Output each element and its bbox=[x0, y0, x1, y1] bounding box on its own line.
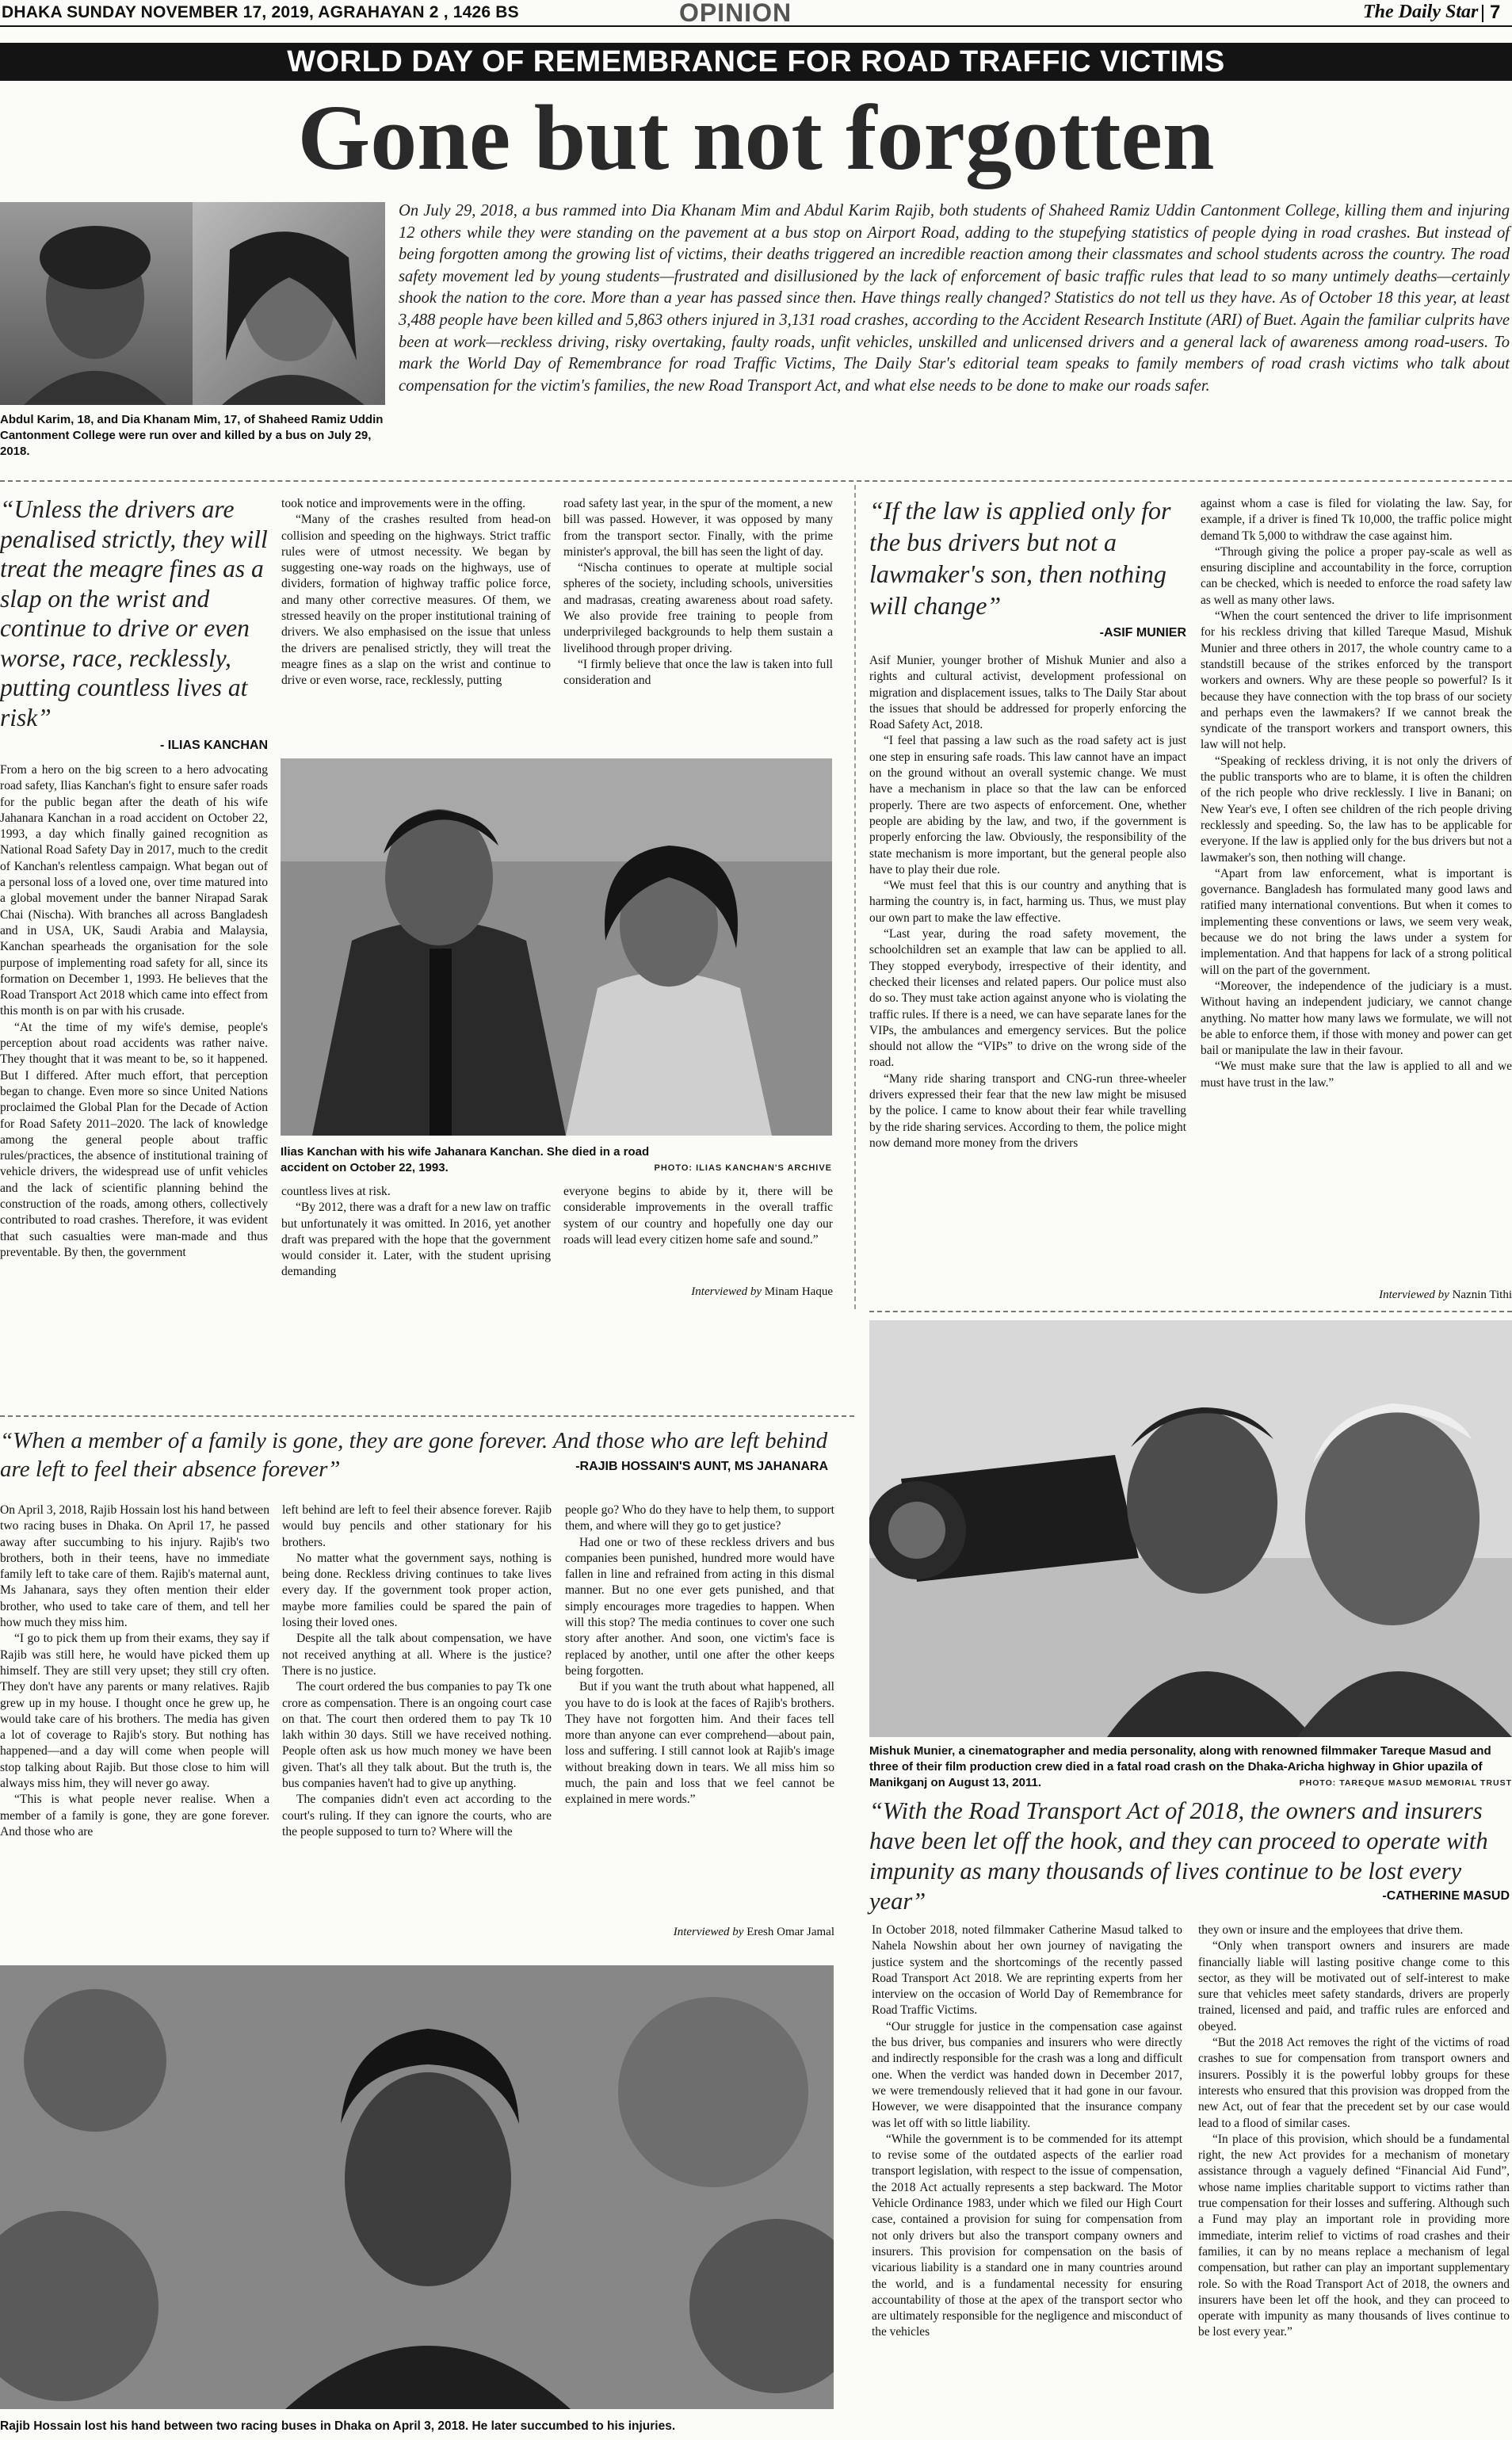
interviewed-by-label: Interviewed by bbox=[673, 1926, 744, 1938]
paragraph: “This is what people never realise. When a member of a family is gone, they are gone forever. And those who are bbox=[0, 1793, 269, 1839]
interviewer-name: Minam Haque bbox=[764, 1285, 833, 1298]
section-label: OPINION bbox=[678, 0, 792, 27]
paragraph: But if you want the truth about what happened, all you have to do is look at the faces of Rajib's brothers. They have not forgotten him. And their faces tell more than anyone can ever comprehend—about pain, loss and suffering. I still cannot look at Rajib's image without breaking down in tears. We all miss him so much, the pain and loss that we feel cannot be explained in mere words.” bbox=[565, 1680, 834, 1807]
ilias-col3b bbox=[563, 1184, 833, 1279]
paragraph: “Moreover, the independence of the judiciary is a must. Without having an independent judiciary, we cannot change anything. No matter how many laws we formulate, we will not be able to enforce them, if those with money and power can get bail or manipulate the law in their favour. bbox=[1201, 979, 1512, 1058]
ilias-photo-caption: Ilias Kanchan with his wife Jahanara Kanchan. She died in a road accident on October 22, 1993. bbox=[281, 1145, 650, 1174]
paragraph: people go? Who do they have to help them, to support them, and where will they go to get justice? bbox=[565, 1503, 834, 1533]
paragraph: The court ordered the bus companies to pay Tk one crore as compensation. There is an ongoing court case on that. The court then ordered them to pay Tk 10 lakh within 30 days. Still we have received nothing. People often ask us how much money we have been given. That's all they talk about. But the truth is, the bus companies haven't had to give up anything. bbox=[282, 1680, 552, 1791]
paragraph: Despite all the talk about compensation, we have not received anything at all. Where is the justice? There is no justice. bbox=[282, 1632, 552, 1678]
page-divider bbox=[1482, 5, 1483, 22]
paragraph: “Nischa continues to operate at multiple social spheres of the society, including schools, universities and madrasas, creating awareness about road safety. We also provide free training to people from underprivileged backgrounds to help them sustain a livelihood through proper driving. bbox=[563, 561, 833, 655]
interviewed-by-label: Interviewed by bbox=[691, 1285, 762, 1298]
ilias-interviewer bbox=[563, 1285, 833, 1299]
divider-top bbox=[0, 480, 1512, 482]
paragraph: “While the government is to be commended for its attempt to revise some of the outdated aspects of the earlier road transport legislation, with respect to the issue of compensation, the 2018 Act actually represents a step backward. The Motor Vehicle Ordinance 1983, under which we filed our High Court case, contained a provision for suing for compensation from not only drivers but also the transport company owners and insurers. This provision for compensation on the basis of vicarious liability is a standard one in many countries around the world, and is a fundamental necessity for ensuring accountability of those at the apex of the transport sector who are ultimately responsible for the negligence and misconduct of the vehicles bbox=[872, 2132, 1182, 2339]
couple-photo-icon bbox=[281, 758, 832, 1136]
filmmakers-caption: Mishuk Munier, a cinematographer and media personality, along with renowned filmmaker Tareque Masud and three of their film production crew died in a fatal road crash on the Dhaka-Aricha highway in Ghior upazila of Manikganj on August 13, 2011. bbox=[869, 1744, 1491, 1789]
paragraph: “I feel that passing a law such as the road safety act is just one step in ensuring safe roads. This law cannot have an impact on the ground without an overall systemic change. We must have a mechanism in place so that the law can be enforced properly. There are two aspects of enforcement. One, whether people are abiding by the law, and two, if the government is properly enforcing the law. Obviously, the responsibility of the state mechanism is more important, but the general people also have to play their due role. bbox=[869, 734, 1186, 876]
catherine-col2 bbox=[1198, 1923, 1510, 2438]
interviewer-name: Naznin Tithi bbox=[1452, 1289, 1512, 1301]
paragraph: “When the court sentenced the driver to life imprisonment for his reckless driving that killed Tareque Masud, Mishuk Munier and three others in 2017, the whole country came to a standstill because of the strikes enforced by the transport workers and owners. Why are these people so powerful? Is it because they have connection with the top brass of our society and perhaps even the lawmakers? If we cannot break the syndicate of the transport workers and transport owners, this law will not help. bbox=[1201, 609, 1512, 752]
paragraph: “Apart from law enforcement, what is important is governance. Bangladesh has formulated many good laws and ratified many international conventions. But when it comes to implementing these conventions or laws, we seem very weak, because we do not bring the laws under a system for implementation. And that happens for lack of a strong political will on the part of the government. bbox=[1201, 866, 1512, 977]
ilias-col2b bbox=[281, 1184, 551, 1358]
asif-interviewer bbox=[1201, 1289, 1512, 1302]
interviewed-by-label: Interviewed by bbox=[1379, 1289, 1449, 1301]
paragraph: On April 3, 2018, Rajib Hossain lost his hand between two racing buses in Dhaka. On April 17, he passed away after succumbing to his injury. Rajib's two brothers, both in their teens, have no immediate family left to take care of them. Rajib's maternal aunt, Ms Jahanara, says they often mention their elder brother, who used to take care of them, and tell her how much they miss him. bbox=[0, 1503, 269, 1630]
paragraph: Asif Munier, younger brother of Mishuk Munier and also a rights and cultural activist, development professional on migration and displacement issues, talks to The Daily Star about the issues that should be addressed for properly enforcing the Road Safety Act, 2018. bbox=[869, 654, 1186, 732]
paragraph: “I go to pick them up from their exams, they say if Rajib was still here, he would have picked them up himself. They are still very upset; they still cry often. They don't have any parents or many relatives. Rajib grew up in my house. I thought once he grew up, he would take care of his brothers. The media has given a lot of coverage to Rajib's story. But nothing has happened—and a day will come when people will stop talking about Rajib. But those close to him will always miss him, they will never go away. bbox=[0, 1632, 269, 1791]
paragraph: road safety last year, in the spur of the moment, a new bill was passed. However, it was opposed by many from the transport sector. Finally, with the prime minister's approval, the bill has seen the light of day. bbox=[563, 497, 833, 559]
ilias-section bbox=[0, 485, 832, 1404]
victims-photo bbox=[0, 202, 385, 405]
paragraph: took notice and improvements were in the offing. bbox=[281, 497, 526, 510]
paragraph: “Last year, during the road safety movement, the schoolchildren set an example that law can be applied to all. They stopped everybody, irrespective of their identity, and checked their licenses and related papers. Our police must also do so. They must take action against anyone who is violating the traffic rules. If there is a need, we can have separate lanes for the VIPs, the ambulances and emergency services. But the police should not allow the “VIPs” to drive on the wrong side of the road. bbox=[869, 927, 1186, 1070]
catherine-byline: -CATHERINE MASUD bbox=[1382, 1889, 1510, 1903]
headline: Gone but not forgotten bbox=[297, 86, 1215, 189]
paper-logo: The Daily Star bbox=[1363, 2, 1479, 22]
asif-col1 bbox=[869, 653, 1186, 1303]
paragraph: everyone begins to abide by it, there will be considerable improvements in the overall traffic system of our country and hopefully one day our roads will lead every citizen home safe and sound.” bbox=[563, 1185, 833, 1247]
rajib-photo bbox=[0, 1965, 834, 2409]
paragraph: countless lives at risk. bbox=[281, 1185, 391, 1198]
paragraph: “But the 2018 Act removes the right of the victims of road crashes to sue for compensation from transport owners and insurers. Possibly it is the powerful lobby groups for these interests who ensured that this provision was dropped from the new Act, out of fear that the precedent set by our case would lead to a flood of similar cases. bbox=[1198, 2036, 1510, 2130]
rajib-col1 bbox=[0, 1503, 269, 1962]
dateline: DHAKA SUNDAY NOVEMBER 17, 2019, AGRAHAYAN 2 , 1426 BS bbox=[2, 3, 519, 21]
asif-col2 bbox=[1201, 496, 1512, 1281]
divider-mid-left bbox=[0, 1415, 854, 1417]
paragraph: left behind are left to feel their absence forever. Rajib would buy pencils and other stationary for his brothers. bbox=[282, 1503, 552, 1549]
rajib-col2 bbox=[282, 1503, 552, 1962]
paragraph: “At the time of my wife's demise, people's perception about road accidents was rather naive. They thought that it was meant to be, so it happened. But I differed. After much effort, that perception began to change. Even more so since United Nations proclaimed the Global Plan for the Decade of Action for Road Safety 2011–2020. The lack of knowledge among the general people about traffic rules/practices, the absence of institutional training of vehicle drivers, the widespread use of unfit vehicles and the lack of scientific planning behind the construction of the roads, among others, collectively contributed to road crashes. Therefore, it was evident that such casualties were man-made and thus preventable. By then, the government bbox=[0, 1020, 268, 1259]
paragraph: “Through giving the police a proper pay-scale as well as ensuring discipline and accountability in the force, corruption can be checked, which is needed to enforce the road safety law as well as many other laws. bbox=[1201, 544, 1512, 607]
ilias-col2 bbox=[281, 496, 551, 726]
rajib-byline: -RAJIB HOSSAIN'S AUNT, MS JAHANARA bbox=[575, 1460, 828, 1473]
filmmakers-photo bbox=[869, 1320, 1512, 1737]
paragraph: “In place of this provision, which should be a fundamental right, the new Act provides for a mechanism of monetary assistance through a vaguely defined “Financial Aid Fund”, whose name implies charitable support to victims rather than true compensation for their losses and suffering. Although such a Fund may play an important role in providing more immediate, interim relief to victims of road crashes and their families, it can by no means replace a mechanism of legal compensation, but rather can play an important supplementary role. So with the Road Transport Act of 2018, the owners and insurers have been let off the hook, and they can proceed to operate with impunity as many thousands of lives continue to be lost every year.” bbox=[1198, 2132, 1510, 2339]
intro-text: On July 29, 2018, a bus rammed into Dia Khanam Mim and Abdul Karim Rajib, both students of Shaheed Ramiz Uddin Cantonment College, killing them and injuring 12 others while they were standing on the pavement at a bus stop on Airport Road, adding to the stupefying statistics of people dying in road crashes. But instead of being forgotten among the growing list of victims, their deaths triggered an incredible reaction among their classmates and school students across the country. The road safety movement led by young students—frustrated and disillusioned by the lack of enforcement of basic traffic rules that lead to so many untimely deaths—certainly shook the nation to the core. More than a year has passed since then. Have things really changed? Statistics do not tell us they have. As of October 18 this year, at least 3,488 people have been killed and 5,863 others injured in 3,131 road crashes, according to the Accident Research Institute (ARI) of Buet. Again the familiar culprits have been at work—reckless driving, risky overtaking, faulty roads, unfit vehicles, unskilled and unlicensed drivers and a general lack of awareness among road-users. To mark the World Day of Remembrance for road Traffic Victims, The Daily Star's editorial team speaks to family members of road crash victims who talk about compensation for the victim's families, the new Road Transport Act, and what else needs to be done to make our roads safer. bbox=[399, 202, 1510, 395]
rajib-col3 bbox=[565, 1503, 834, 1915]
ilias-quote: “Unless the drivers are penalised strictly, they will treat the meagre fines as a slap on the wrist and continue to drive or even worse, race, recklessly, putting countless lives at risk” bbox=[0, 495, 268, 731]
paragraph: “We must feel that this is our country and anything that is harming the country is, in fact, harming us. Thus, we must play our own part to make the law effective. bbox=[869, 879, 1186, 925]
paragraph: they own or insure and the employees that drive them. bbox=[1198, 1923, 1464, 1937]
paragraph: “Speaking of reckless driving, it is not only the drivers of the public transports who are to blame, it is often the children of the rich people who drive recklessly. I live in Banani; on New Year's eve, I often see children of the rich people driving recklessly and speeding. So, the law has to be applicable for everyone. If the law is applied only for the bus drivers but not a lawmaker's son, then nothing will change. bbox=[1201, 754, 1512, 865]
paragraph: “Many ride sharing transport and CNG-run three-wheeler drivers expressed their fear that the new law might be misused by the police. I came to know about their fear while travelling by the ride sharing services. According to them, the police might now demand more money from the drivers bbox=[869, 1071, 1186, 1150]
rajib-section bbox=[0, 1423, 854, 1978]
ilias-photo-credit: PHOTO: ILIAS KANCHAN'S ARCHIVE bbox=[654, 1163, 832, 1173]
banner-text: WORLD DAY OF REMEMBRANCE FOR ROAD TRAFFIC VICTIMS bbox=[287, 45, 1225, 78]
asif-section bbox=[869, 485, 1512, 1309]
paragraph: “Many of the crashes resulted from head-on collision and speeding on the highways. Strict traffic rules were of utmost necessity. We began by suggesting one-way roads on the highways, use of dividers, formation of highway traffic police force, and many other corrective measures. Of them, we stressed heavily on the proper institutional training of drivers. We also emphasised on the issue that unless the drivers are penalised strictly, they will treat the meagre fines as a slap on the wrist and continue to drive or even worse, race, recklessly, putting bbox=[281, 513, 551, 688]
paragraph: “Only when transport owners and insurers are made financially liable will lasting positive change come to this sector, as they will be motivated out of self-interest to make sure that vehicles meet safety standards, drivers are properly trained, licensed and paid, and traffic rules are enforced and obeyed. bbox=[1198, 1939, 1510, 2033]
asif-byline: -ASIF MUNIER bbox=[1099, 626, 1186, 640]
rajib-interviewer bbox=[565, 1926, 834, 1939]
paragraph: “We must make sure that the law is applied to all and we must have trust in the law.” bbox=[1201, 1060, 1512, 1090]
masthead bbox=[0, 0, 1512, 27]
divider-vertical bbox=[854, 485, 856, 1309]
paragraph: “By 2012, there was a draft for a new law on traffic but unfortunately it was omitted. In 2016, yet another draft was prepared with the hope that the government would consider it. Later, with the student uprising demanding bbox=[281, 1201, 551, 1279]
ilias-col1 bbox=[0, 762, 268, 1396]
portrait-photo-icon bbox=[0, 1965, 834, 2409]
page-number: 7 bbox=[1490, 2, 1501, 23]
paragraph: No matter what the government says, nothing is being done. Reckless driving continues to take lives every day. If the government took proper action, maybe more families could be spared the pain of losing their loved ones. bbox=[282, 1551, 552, 1630]
catherine-col1 bbox=[872, 1923, 1182, 2438]
ilias-photo bbox=[281, 758, 832, 1136]
interviewer-name: Eresh Omar Jamal bbox=[746, 1926, 834, 1938]
paragraph: “Our struggle for justice in the compensation case against the bus driver, bus companies and insurers who were directly and indirectly responsible for the crash was a long and difficult one. When the verdict was handed down in December 2017, we were tremendously relieved that it had gone in our favour. However, we were disappointed that the insurance company was let off with so little liability. bbox=[872, 2019, 1182, 2130]
paragraph: The companies didn't even act according to the court's ruling. If they can ignore the courts, who are the people supposed to turn to? Where will the bbox=[282, 1793, 552, 1839]
ilias-byline: - ILIAS KANCHAN bbox=[160, 739, 268, 752]
paragraph: From a hero on the big screen to a hero advocating road safety, Ilias Kanchan's fight to ensure safer roads for the public began after the death of his wife Jahanara Kanchan in a road accident on October 22, 1993, a day which finally gained recognition as National Road Safety Day in 2017, much to the credit of Kanchan's relentless campaign. What began out of a personal loss of a loved one, over time matured into a global movement under the banner Nirapad Sarak Chai (Nischa). With branches all across Bangladesh and in USA, UK, Saudi Arabia and Malaysia, Kanchan spearheads the organisation for the sole purpose of implementing road safety for all, since its formation on December 1, 1993. He believes that the Road Transport Act 2018 which came into effect from this month is on par with his crusade. bbox=[0, 763, 268, 1018]
paragraph: “I firmly believe that once the law is taken into full consideration and bbox=[563, 657, 833, 688]
rajib-quote: “When a member of a family is gone, they are gone forever. And those who are left behind are left to feel their absence forever” bbox=[0, 1428, 828, 1482]
students-photo-icon bbox=[0, 202, 385, 405]
rajib-photo-caption: Rajib Hossain lost his hand between two racing buses in Dhaka on April 3, 2018. He later succumbed to his injuries. bbox=[0, 2419, 676, 2433]
paragraph: against whom a case is filed for violating the law. Say, for example, if a driver is fined Tk 10,000, the traffic police might demand Tk 5,000 to withdraw the case against him. bbox=[1201, 497, 1512, 543]
asif-quote: “If the law is applied only for the bus drivers but not a lawmaker's son, then nothing will change” bbox=[869, 496, 1171, 620]
paragraph: In October 2018, noted filmmaker Catherine Masud talked to Nahela Nowshin about her own journey of navigating the justice system and the shortcomings of the recently passed Road Transport Act 2018. We are reprinting experts from her interview on the occasion of World Day of Remembrance for Road Traffic Victims. bbox=[872, 1923, 1182, 2018]
top-caption: Abdul Karim, 18, and Dia Khanam Mim, 17, of Shaheed Ramiz Uddin Cantonment College were run over and killed by a bus on July 29, 2018. bbox=[0, 413, 384, 458]
catherine-quote: “With the Road Transport Act of 2018, the owners and insurers have been let off the hook, and they can proceed to operate with impunity as many thousands of lives continue to be lost every year” bbox=[869, 1797, 1488, 1915]
filmmakers-photo-icon bbox=[869, 1320, 1512, 1737]
divider-mid-right bbox=[869, 1311, 1512, 1312]
filmmakers-credit: PHOTO: TAREQUE MASUD MEMORIAL TRUST bbox=[1299, 1778, 1512, 1788]
paragraph: Had one or two of these reckless drivers and bus companies been punished, hundred more would have fallen in line and refrained from acting in this dismal manner. But no one ever gets punished, and that simply encourages more tragedies to happen. When will this stop? The media continues to cover one such story after another. And soon, one victim's face is replaced by another, until one after the other keeps being forgotten. bbox=[565, 1535, 834, 1678]
banner bbox=[0, 43, 1512, 81]
ilias-col3 bbox=[563, 496, 833, 726]
